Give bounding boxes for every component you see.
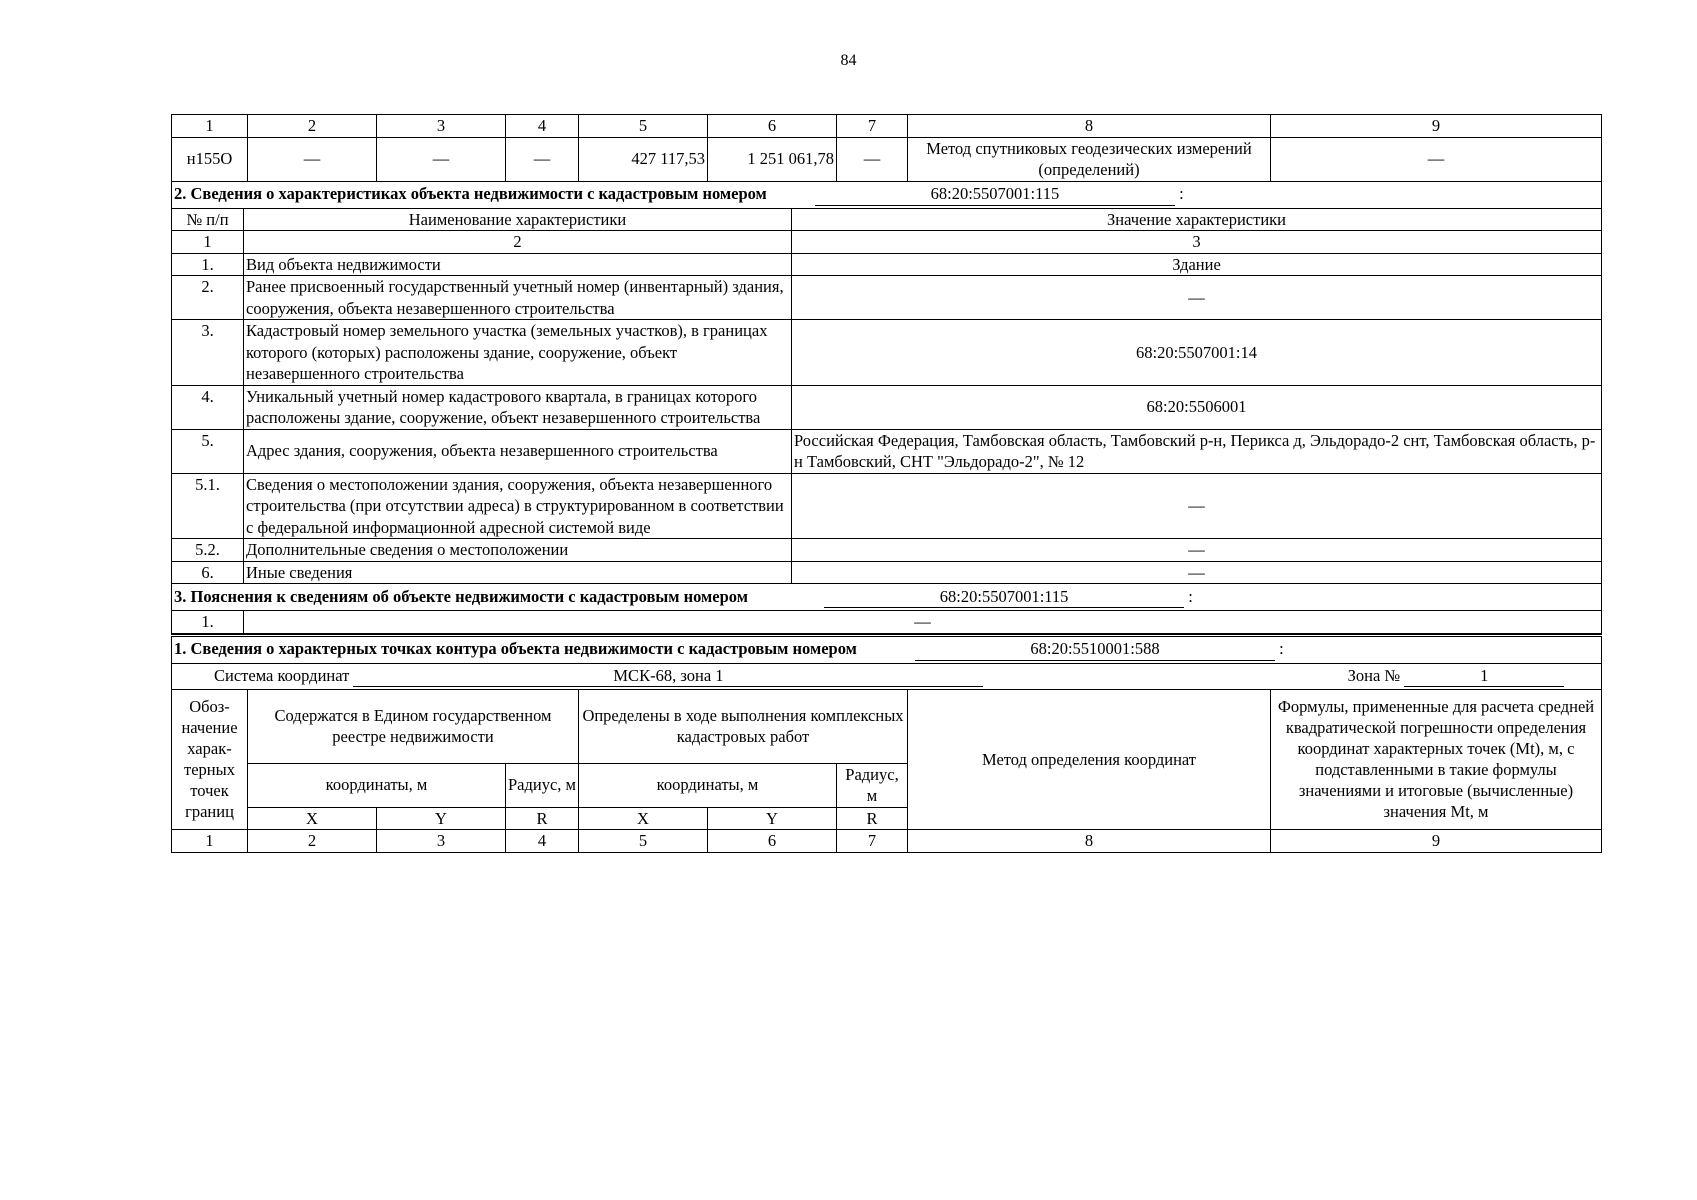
col-kkr: Определены в ходе выполнения комплексных кадастровых работ <box>579 689 908 763</box>
row-name: Ранее присвоенный государственный учетный номер (инвентарный) здания, сооружения, объекта незавершенного строительства <box>244 276 792 320</box>
header-cell: 1 <box>172 115 248 138</box>
row-name: Сведения о местоположении здания, сооружения, объекта незавершенного строительства (при отсутствии адреса) в структурированном в соответствии с федеральной информационной адресной системой виде <box>244 473 792 539</box>
table-row <box>172 611 1602 634</box>
header-num: 1 <box>172 231 244 254</box>
header-cell: 3 <box>377 115 506 138</box>
table-cell: — <box>377 137 506 181</box>
header-num: 5 <box>579 830 708 853</box>
col-x: X <box>579 807 708 830</box>
section3-title: 3. Пояснения к сведениям об объекте недвижимости с кадастровым номером <box>174 586 748 606</box>
header-cell: 9 <box>1271 115 1602 138</box>
point-name: н155О <box>172 137 248 181</box>
row-value: 68:20:5506001 <box>792 385 1602 429</box>
row-num: 4. <box>172 385 244 429</box>
section1b-title-row <box>172 635 1602 663</box>
row-num: 2. <box>172 276 244 320</box>
top-table <box>171 114 1602 182</box>
section2-title-row <box>172 182 1602 209</box>
coord-system-label: Система координат <box>214 665 350 685</box>
header-row-1 <box>172 689 1602 763</box>
header-cell: 2 <box>248 115 377 138</box>
header-num: 3 <box>377 830 506 853</box>
header-cell: 8 <box>908 115 1271 138</box>
top-table-header <box>172 115 1602 138</box>
col-r: R <box>837 807 908 830</box>
row-value: Здание <box>792 253 1602 276</box>
row-num: 1. <box>172 253 244 276</box>
section1b-title: 1. Сведения о характерных точках контура объекта недвижимости с кадастровым номером <box>174 639 857 659</box>
header-cell: 4 <box>506 115 579 138</box>
header-num: 2 <box>248 830 377 853</box>
col-coords: координаты, м <box>248 763 506 807</box>
col-r: R <box>506 807 579 830</box>
header-nums-row <box>172 830 1602 853</box>
row-num: 5.2. <box>172 539 244 562</box>
section3-cadastral: 68:20:5507001:115 <box>824 586 1184 609</box>
table-row <box>172 473 1602 539</box>
header-cell: № п/п <box>172 208 244 231</box>
table-row <box>172 385 1602 429</box>
col-egrn: Содержатся в Едином государственном реестре недвижимости <box>248 689 579 763</box>
coord-system-row <box>172 663 1602 689</box>
header-num: 4 <box>506 830 579 853</box>
colon: : <box>1179 184 1184 204</box>
header-cell: Наименование характеристики <box>244 208 792 231</box>
section2-header-nums <box>172 231 1602 254</box>
section3-table <box>171 584 1602 634</box>
col-x: X <box>248 807 377 830</box>
section2-title: 2. Сведения о характеристиках объекта недвижимости с кадастровым номером <box>174 184 767 204</box>
header-num: 8 <box>908 830 1271 853</box>
row-num: 3. <box>172 320 244 386</box>
header-num: 1 <box>172 830 248 853</box>
row-name: Уникальный учетный номер кадастрового квартала, в границах которого расположены здание, сооружение, объект незавершенного строительства <box>244 385 792 429</box>
document-sheet <box>171 114 1602 853</box>
section2-cadastral: 68:20:5507001:115 <box>815 183 1175 206</box>
table-cell: — <box>506 137 579 181</box>
col-method: Метод определения координат <box>908 689 1271 830</box>
table-cell: — <box>1271 137 1602 181</box>
header-cell: Значение характеристики <box>792 208 1602 231</box>
table-row <box>172 561 1602 584</box>
table-cell: — <box>837 137 908 181</box>
row-value: Российская Федерация, Тамбовская область, Тамбовский р-н, Перикса д, Эльдорадо-2 снт, Тамбовская область, р-н Тамбовский, СНТ "Эльдорадо-2", № 12 <box>792 429 1602 473</box>
row-num: 1. <box>172 611 244 634</box>
table-cell: — <box>248 137 377 181</box>
row-num: 5. <box>172 429 244 473</box>
row-name: Дополнительные сведения о местоположении <box>244 539 792 562</box>
coord-system-value: МСК-68, зона 1 <box>353 665 983 688</box>
header-cell: 5 <box>579 115 708 138</box>
row-name: Иные сведения <box>244 561 792 584</box>
contour-points-table <box>171 634 1602 853</box>
header-num: 6 <box>708 830 837 853</box>
row-name: Вид объекта недвижимости <box>244 253 792 276</box>
header-num: 2 <box>244 231 792 254</box>
row-value: — <box>244 611 1602 634</box>
section2-header <box>172 208 1602 231</box>
coord-y: 1 251 061,78 <box>708 137 837 181</box>
zone-value: 1 <box>1404 665 1564 688</box>
col-radius: Радиус, м <box>506 763 579 807</box>
col-y: Y <box>708 807 837 830</box>
method-cell: Метод спутниковых геодезических измерений (определений) <box>908 137 1271 181</box>
header-cell: 7 <box>837 115 908 138</box>
section2-table <box>171 182 1602 585</box>
row-name: Адрес здания, сооружения, объекта незавершенного строительства <box>244 429 792 473</box>
coord-x: 427 117,53 <box>579 137 708 181</box>
row-value: — <box>792 539 1602 562</box>
table-row <box>172 320 1602 386</box>
header-num: 3 <box>792 231 1602 254</box>
header-cell: 6 <box>708 115 837 138</box>
section3-title-row <box>172 584 1602 611</box>
table-row <box>172 539 1602 562</box>
row-value: — <box>792 473 1602 539</box>
table-row <box>172 253 1602 276</box>
col-radius: Радиус, м <box>837 763 908 807</box>
col-y: Y <box>377 807 506 830</box>
table-row <box>172 276 1602 320</box>
colon: : <box>1279 639 1284 659</box>
row-value: — <box>792 561 1602 584</box>
row-num: 5.1. <box>172 473 244 539</box>
header-num: 7 <box>837 830 908 853</box>
col-formulas: Формулы, примененные для расчета средней квадратической погрешности определения координат характерных точек (Mt), м, с подставленными в такие формулы значениями и итоговые (вычисленные) значения Mt, м <box>1271 689 1602 830</box>
row-num: 6. <box>172 561 244 584</box>
col-designation: Обоз-начение харак-терных точек границ <box>172 689 248 830</box>
colon: : <box>1188 586 1193 606</box>
top-table-row <box>172 137 1602 181</box>
section1b-cadastral: 68:20:5510001:588 <box>915 638 1275 661</box>
page-number: 84 <box>840 52 857 69</box>
zone-label: Зона № <box>1347 665 1401 685</box>
col-coords: координаты, м <box>579 763 837 807</box>
row-value: — <box>792 276 1602 320</box>
table-row <box>172 429 1602 473</box>
row-value: 68:20:5507001:14 <box>792 320 1602 386</box>
header-num: 9 <box>1271 830 1602 853</box>
row-name: Кадастровый номер земельного участка (земельных участков), в границах которого (которых) расположены здание, сооружение, объект незавершенного строительства <box>244 320 792 386</box>
